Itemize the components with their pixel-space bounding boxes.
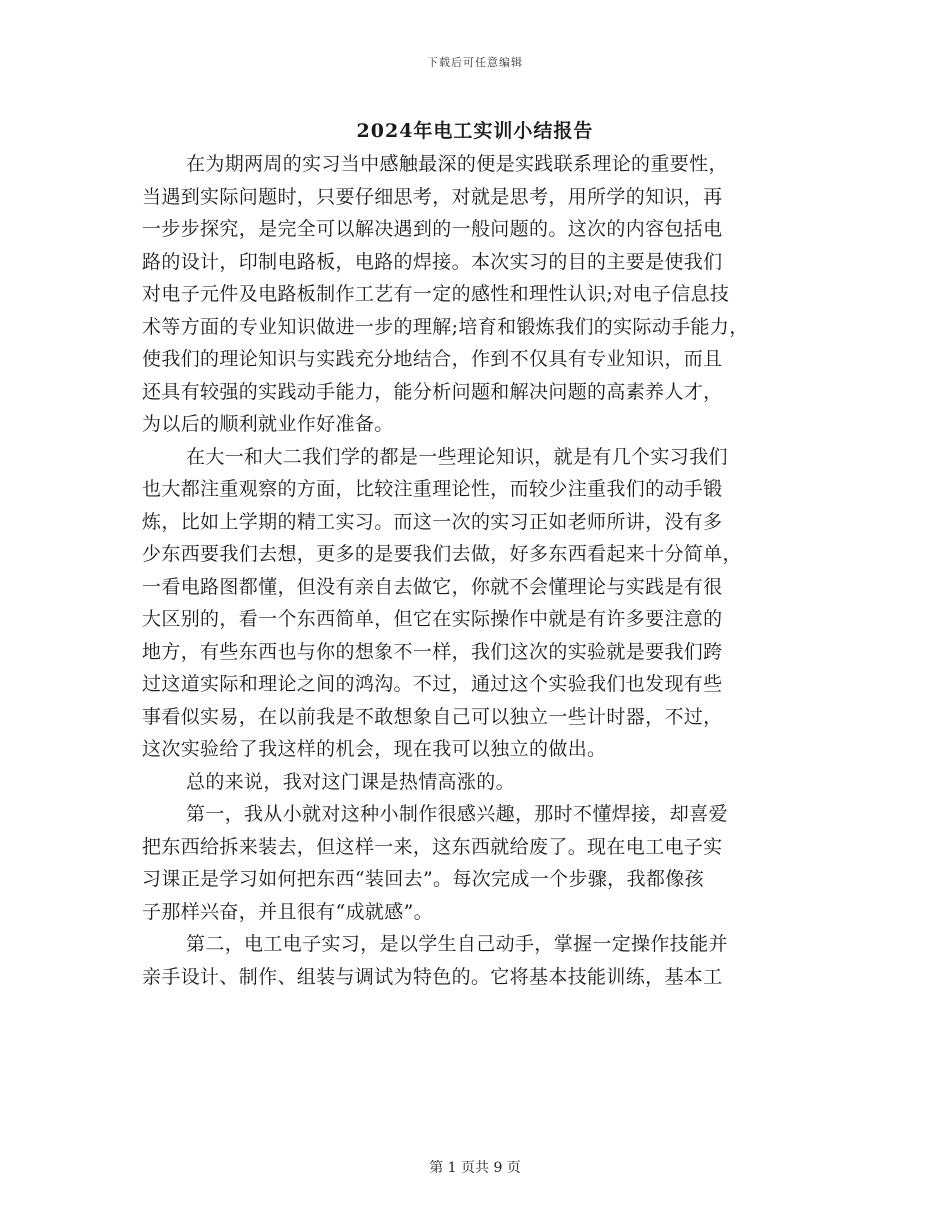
text-line: 炼，比如上学期的精工实习。而这一次的实习正如老师所讲，没有多 (142, 510, 723, 533)
document-body (142, 148, 818, 993)
text-line: 少东西要我们去想，更多的是要我们去做，好多东西看起来十分简单， (142, 543, 742, 565)
document-title: 2024年电工实训小结报告 (356, 120, 594, 142)
text-line: 术等方面的专业知识做进一步的理解;培育和锻炼我们的实际动手能力， (142, 315, 749, 338)
text-line: 当遇到实际问题时，只要仔细思考，对就是思考，用所学的知识，再 (142, 185, 723, 208)
text-line: 使我们的理论知识与实践充分地结合，作到不仅具有专业知识，而且 (142, 348, 723, 370)
text-line: 一步步探究，是完全可以解决遇到的一般问题的。这次的内容包括电 (142, 218, 723, 240)
text-line: 亲手设计、制作、组装与调试为特色的。它将基本技能训练，基本工 (142, 965, 723, 988)
text-line: 地方，有些东西也与你的想象不一样，我们这次的实验就是要我们跨 (142, 640, 723, 663)
text-line: 第一，我从小就对这种小制作很感兴趣，那时不懂焊接，却喜爱 (186, 803, 728, 825)
text-line: 还具有较强的实践动手能力，能分析问题和解决问题的高素养人才， (142, 380, 723, 403)
text-line: 为以后的顺利就业作好准备。 (142, 413, 394, 435)
text-line: 这次实验给了我这样的机会，现在我可以独立的做出。 (142, 738, 607, 760)
header-note: 下载后可任意编辑 (427, 56, 523, 69)
text-line: 在大一和大二我们学的都是一些理论知识，就是有几个实习我们 (186, 445, 728, 468)
text-line: 过这道实际和理论之间的鸿沟。不过，通过这个实验我们也发现有些 (142, 673, 723, 695)
text-line: 第二，电工电子实习，是以学生自己动手，掌握一定操作技能并 (186, 933, 728, 955)
text-line: 子那样兴奋，并且很有“成就感”。 (142, 900, 434, 923)
text-line: 事看似实易，在以前我是不敢想象自己可以独立一些计时器，不过， (142, 705, 723, 728)
text-line: 一看电路图都懂，但没有亲自去做它，你就不会懂理论与实践是有很 (142, 575, 723, 598)
text-line: 习课正是学习如何把东西“装回去”。每次完成一个步骤，我都像孩 (142, 868, 704, 890)
text-line: 在为期两周的实习当中感触最深的便是实践联系理论的重要性， (186, 153, 728, 175)
text-line: 对电子元件及电路板制作工艺有一定的感性和理性认识;对电子信息技 (142, 283, 730, 305)
text-line: 总的来说，我对这门课是热情高涨的。 (186, 770, 515, 793)
text-line: 把东西给拆来装去，但这样一来，这东西就给废了。现在电工电子实 (142, 835, 723, 858)
text-line: 路的设计，印制电路板，电路的焊接。本次实习的目的主要是使我们 (142, 250, 723, 273)
text-line: 大区别的，看一个东西简单，但它在实际操作中就是有许多要注意的 (142, 608, 723, 630)
page-indicator: 第 1 页共 9 页 (429, 1160, 521, 1176)
text-line: 也大都注重观察的方面，比较注重理论性，而较少注重我们的动手锻 (142, 478, 723, 500)
